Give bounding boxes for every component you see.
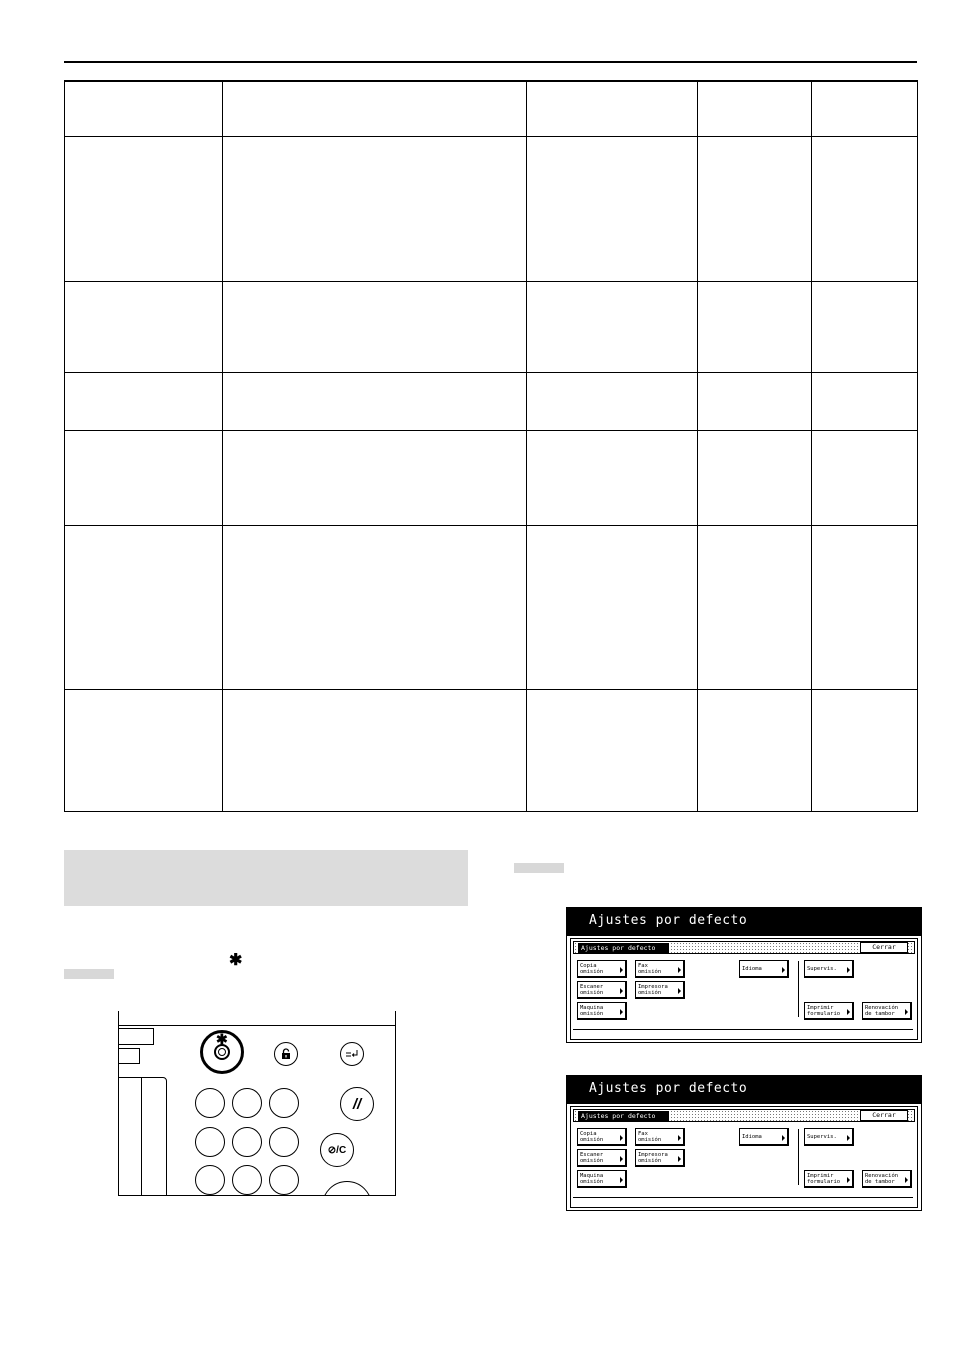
numeric-key[interactable]: [232, 1165, 262, 1195]
table-cell: [527, 525, 698, 689]
table-cell: [698, 525, 812, 689]
printer-default-button[interactable]: [635, 1149, 685, 1167]
table-cell: [527, 430, 698, 525]
button-label: Imprimir: [807, 1005, 834, 1011]
screen-body: [570, 1106, 918, 1208]
control-panel-illustration: [118, 1011, 396, 1196]
panel-tab: [119, 1028, 154, 1045]
numeric-key[interactable]: [269, 1088, 299, 1118]
table-cell: [223, 689, 527, 811]
numeric-key[interactable]: [269, 1165, 299, 1195]
button-label: omisión: [580, 1137, 604, 1143]
drum-refresh-button[interactable]: [862, 1002, 912, 1020]
screen-title: Ajustes por defecto: [567, 908, 921, 936]
table-header-row: [65, 81, 918, 136]
button-label: omisión: [580, 1011, 604, 1017]
button-label: Fax: [638, 1131, 648, 1137]
divider: [798, 1129, 799, 1185]
button-label: Maquina: [580, 1005, 604, 1011]
table-row: [65, 372, 918, 430]
table-cell: [698, 430, 812, 525]
lock-icon: [280, 1048, 292, 1060]
button-label: omisión: [638, 1137, 662, 1143]
screen-body: [570, 938, 918, 1040]
button-label: Renovación: [865, 1005, 899, 1011]
close-button[interactable]: Cerrar: [860, 942, 908, 953]
table-cell: [527, 136, 698, 281]
table-cell: [812, 81, 918, 136]
table-cell: [223, 136, 527, 281]
table-cell: [812, 136, 918, 281]
status-line: [573, 1029, 913, 1030]
button-label: Fax: [638, 963, 648, 969]
scanner-default-button[interactable]: [577, 981, 627, 999]
start-key[interactable]: [322, 1181, 372, 1196]
panel-display-edge: [141, 1077, 167, 1196]
machine-default-button[interactable]: [577, 1170, 627, 1188]
settings-table: [64, 80, 918, 812]
table-cell: [223, 81, 527, 136]
button-label: de tambor: [865, 1179, 895, 1185]
language-button[interactable]: Idioma: [739, 960, 789, 978]
copy-default-button[interactable]: [577, 1128, 627, 1146]
button-label: omisión: [580, 990, 604, 996]
supervisor-button[interactable]: Supervis.: [804, 1128, 854, 1146]
table-cell: [698, 372, 812, 430]
sub-header-bar: [573, 941, 915, 954]
numeric-key[interactable]: [195, 1127, 225, 1157]
printer-default-button[interactable]: [635, 981, 685, 999]
table-cell: [812, 372, 918, 430]
button-label: Imprimir: [807, 1173, 834, 1179]
screen-title: Ajustes por defecto: [567, 1076, 921, 1104]
table-cell: [812, 525, 918, 689]
table-cell: [223, 430, 527, 525]
interrupt-icon: [345, 1048, 359, 1060]
interrupt-key[interactable]: [340, 1042, 364, 1066]
table-cell: [527, 689, 698, 811]
button-label: Renovación: [865, 1173, 899, 1179]
numeric-key[interactable]: [195, 1165, 225, 1195]
button-label: Copia: [580, 963, 597, 969]
sub-header-title: Ajustes por defecto: [578, 943, 669, 953]
button-label: Impresora: [638, 984, 668, 990]
table-cell: [698, 136, 812, 281]
fax-default-button[interactable]: [635, 1128, 685, 1146]
table-cell: [698, 281, 812, 372]
button-label: Copia: [580, 1131, 597, 1137]
table-cell: [65, 281, 223, 372]
table-cell: [223, 281, 527, 372]
sub-header-bar: [573, 1109, 915, 1122]
lock-key[interactable]: [274, 1042, 298, 1066]
fax-default-button[interactable]: [635, 960, 685, 978]
button-label: omisión: [580, 1158, 604, 1164]
touch-screen-default-settings: [566, 1075, 922, 1211]
default-settings-key[interactable]: [200, 1030, 244, 1074]
table-cell: [812, 430, 918, 525]
table-cell: [223, 525, 527, 689]
table-cell: [65, 372, 223, 430]
table-row: [65, 525, 918, 689]
scanner-default-button[interactable]: [577, 1149, 627, 1167]
divider: [798, 961, 799, 1017]
numeric-key[interactable]: [269, 1127, 299, 1157]
panel-edge: [119, 1025, 395, 1026]
button-label: Impresora: [638, 1152, 668, 1158]
sub-header-title: Ajustes por defecto: [578, 1111, 669, 1121]
touch-screen-default-settings: [566, 907, 922, 1043]
button-label: omisión: [580, 1179, 604, 1185]
step-marker: [514, 863, 564, 873]
reset-key[interactable]: [340, 1087, 374, 1121]
close-button[interactable]: Cerrar: [860, 1110, 908, 1121]
key-center: [218, 1048, 226, 1056]
step-marker: [64, 969, 114, 979]
button-label: de tambor: [865, 1011, 895, 1017]
numeric-key[interactable]: [232, 1127, 262, 1157]
section-heading-box: [64, 850, 468, 906]
table-cell: [223, 372, 527, 430]
status-line: [573, 1197, 913, 1198]
button-label: Maquina: [580, 1173, 604, 1179]
table-cell: [65, 689, 223, 811]
table-row: [65, 430, 918, 525]
numeric-key[interactable]: [195, 1088, 225, 1118]
button-label: formulario: [807, 1011, 841, 1017]
panel-display-edge: [119, 1077, 142, 1196]
stop-clear-key[interactable]: [320, 1133, 354, 1167]
button-label: omisión: [638, 990, 662, 996]
table-cell: [65, 430, 223, 525]
table-cell: [527, 81, 698, 136]
table-cell: [812, 281, 918, 372]
button-label: formulario: [807, 1179, 841, 1185]
header-rule: [64, 61, 917, 63]
button-label: omisión: [580, 969, 604, 975]
table-cell: [65, 136, 223, 281]
table-cell: [65, 525, 223, 689]
copy-default-button[interactable]: [577, 960, 627, 978]
table-row: [65, 281, 918, 372]
table-row: [65, 689, 918, 811]
reset-icon: //: [352, 1095, 362, 1113]
table-cell: [65, 81, 223, 136]
numeric-key[interactable]: [232, 1088, 262, 1118]
print-form-button[interactable]: [804, 1170, 854, 1188]
button-label: Escaner: [580, 984, 604, 990]
print-form-button[interactable]: [804, 1002, 854, 1020]
machine-default-button[interactable]: [577, 1002, 627, 1020]
button-label: omisión: [638, 1158, 662, 1164]
table-cell: [698, 81, 812, 136]
panel-tab: [119, 1048, 140, 1064]
language-button[interactable]: Idioma: [739, 1128, 789, 1146]
drum-refresh-button[interactable]: [862, 1170, 912, 1188]
table-cell: [527, 372, 698, 430]
table-cell: [527, 281, 698, 372]
stop-clear-icon: ⊘/C: [327, 1144, 347, 1156]
asterisk-icon: ✱: [216, 1031, 228, 1047]
supervisor-button[interactable]: Supervis.: [804, 960, 854, 978]
button-label: Escaner: [580, 1152, 604, 1158]
table-row: [65, 136, 918, 281]
table-cell: [698, 689, 812, 811]
button-label: omisión: [638, 969, 662, 975]
star-symbol: ✱: [229, 952, 243, 969]
table-cell: [812, 689, 918, 811]
